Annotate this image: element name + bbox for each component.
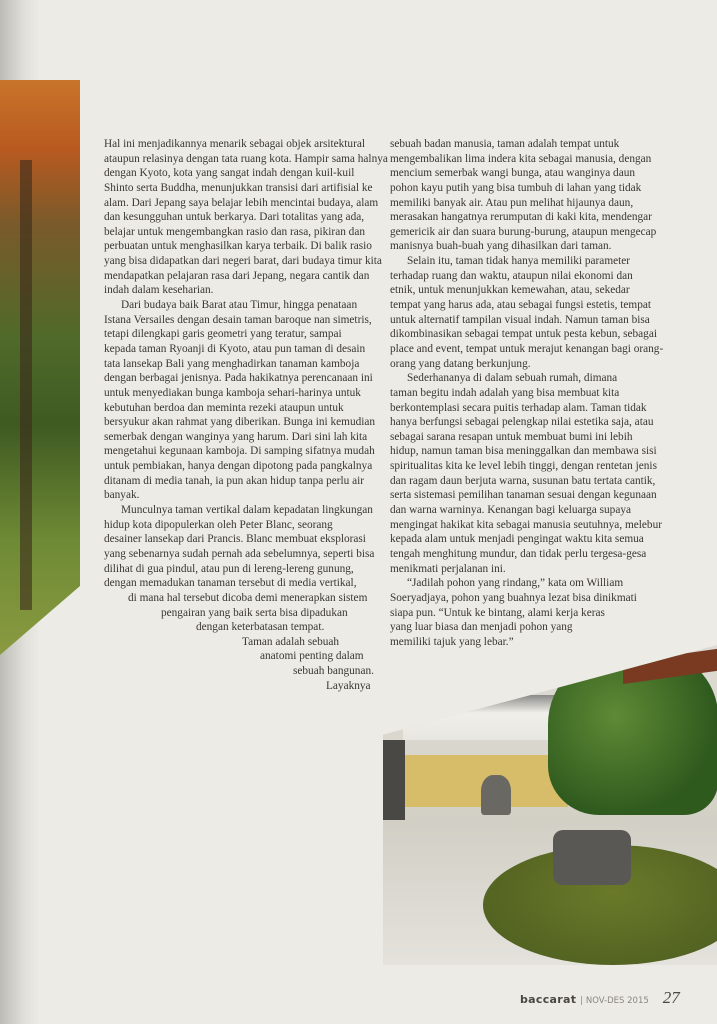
text-line: terhadap ruang dan waktu, ataupun nilai ekonomi dan [390, 269, 633, 282]
text-line: untuk alternatif tampilan visual indah. Namun taman bisa [390, 313, 650, 326]
text-line: ditanam di media tanah, ia pun akan hidup tanpa perlu air [104, 474, 365, 487]
text-line: anatomi penting dalam [260, 650, 364, 663]
text-line: merasakan hangatnya rerumputan di kaki kita, mendengar [390, 211, 652, 224]
text-line: siapa pun. “Untuk ke bintang, alami kerja keras [390, 606, 605, 619]
text-line: untuk pembiakan, hanya dengan dipotong pada pangkalnya [104, 460, 373, 473]
autumn-tree-photo [0, 80, 80, 655]
text-line: menikmati perjalanan ini. [390, 562, 506, 575]
text-line: hidup kota dipopulerkan oleh Peter Blanc, seorang [104, 518, 333, 531]
text-line: Shinto serta Buddha, menunjukkan transisi dari artifisial ke [104, 181, 373, 194]
text-line: tetapi dilengkapi garis geometri yang teratur, sampai [104, 328, 342, 341]
text-line: tempat yang harus ada, atau sebagai fungsi estetis, tempat [390, 299, 651, 312]
text-line: etnik, untuk menunjukkan kemewahan, atau, sekedar [390, 284, 630, 297]
magazine-brand: baccarat [520, 993, 577, 1006]
text-line: mengembalikan lima indera kita sebagai manusia, dengan [390, 152, 652, 165]
text-line: mencium semerbak wangi bunga, atau wanginya daun [390, 167, 636, 180]
text-line: Munculnya taman vertikal dalam kepadatan lingkungan [121, 504, 373, 517]
text-line: ataupun relasinya dengan tata ruang kota. Hampir sama halnya [104, 152, 388, 165]
rock [481, 775, 511, 815]
page-number: 27 [662, 988, 680, 1007]
page-footer [520, 988, 680, 1008]
text-line: manisnya buah-buah yang dihasilkan dari taman. [390, 240, 612, 253]
text-line: dengan keterbatasan tempat. [196, 621, 325, 634]
text-line: dan ragam daun berjuta warna, susunan batu tertata cantik, [390, 474, 656, 487]
text-line: Soeryadjaya, pohon yang buahnya lezat bisa dinikmati [390, 591, 637, 604]
text-line: Taman adalah sebuah [242, 635, 340, 648]
text-line: yang sebenarnya sudah pernah ada sebelumnya, seperti bisa [104, 547, 375, 560]
text-line: orang yang datang berkunjung. [390, 357, 531, 370]
text-line: hidup, namun taman bisa meninggalkan dan membawa sisi [390, 445, 657, 458]
text-line: dan warna warninya. Kenangan bagi keluarga supaya [390, 504, 632, 517]
text-line: mengetahui kegunaan kamboja. Di samping sifatnya mudah [104, 445, 375, 458]
text-line: dilihat di gua pindul, atau pun di lereng-lereng gunung, [104, 562, 354, 575]
text-line: desainer lansekap dari Prancis. Blanc membuat eksplorasi [104, 533, 366, 546]
text-line: dengan memadukan tanaman tersebut di media vertikal, [104, 577, 357, 590]
rock [553, 830, 631, 885]
text-line: dan kesungguhan untuk berkarya. Dari totalitas yang ada, [104, 211, 365, 224]
text-line: dengan Kyoto, kota yang sangat indah dengan kuil-kuil [104, 167, 355, 180]
issue-date: | NOV-DES 2015 [580, 996, 649, 1006]
text-line: tata lansekap Bali yang menghadirkan tanaman kamboja [104, 357, 360, 370]
text-line: memiliki banyak air. Atau pun melihat hijaunya daun, [390, 196, 634, 209]
text-line: yang bisa didapatkan dari negeri barat, dari budaya timur kita [104, 255, 382, 268]
text-line: semerbak dengan wanginya yang harum. Dari sini lah kita [104, 430, 368, 443]
text-line: place and event, tempat untuk merajut kenangan bagi orang- [390, 342, 664, 355]
text-line: Layaknya [326, 679, 371, 692]
text-line: gemericik air dan suara burung-burung, ataupun mengecap [390, 225, 657, 238]
text-line: perbuatan untuk menghasilkan karya terbaik. Di balik rasio [104, 240, 372, 253]
text-line: mengingat hakikat kita sebagai manusia seutuhnya, melebur [390, 518, 662, 531]
text-line: mendapatkan pelajaran rasa dari Jepang, negara cantik dan [104, 269, 370, 282]
text-line: belajar untuk mengembangkan rasio dan rasa, pikiran dan [104, 225, 365, 238]
text-line: serta sistemasi pemilihan tanaman sesuai dengan kegunaan [390, 489, 657, 502]
text-line: pohon kayu putih yang bisa tumbuh di lahan yang tidak [390, 181, 642, 194]
text-line: Dari budaya baik Barat atau Timur, hingga penataan [121, 299, 358, 312]
text-line: taman begitu indah adalah yang bisa membuat kita [390, 386, 620, 399]
text-line: dikombinasikan sebagai tempat untuk pesta kebun, sebagai [390, 328, 657, 341]
text-line: tengah menghitung mundur, dan tidak perlu tergesa-gesa [390, 547, 647, 560]
rock [383, 740, 405, 820]
text-line: “Jadilah pohon yang rindang,” kata om William [407, 577, 624, 590]
text-line: kepada alam untuk menjadi pengingat waktu kita semua [390, 533, 644, 546]
left-text-column [104, 137, 388, 693]
text-line: indah dalam keseharian. [104, 284, 214, 297]
text-line: sebuah badan manusia, taman adalah tempat untuk [390, 138, 620, 150]
text-line: dengan berbagai jenisnya. Pada hakikatnya perencanaan ini [104, 372, 373, 385]
text-line: alam. Dari Jepang saya belajar lebih mencintai budaya, alam [104, 196, 379, 209]
building-roof [403, 695, 563, 740]
text-line: banyak. [104, 489, 140, 502]
text-line: di mana hal tersebut dicoba demi menerapkan sistem [128, 591, 368, 604]
text-line: hanya berfungsi sebagai pelengkap nilai estetika saja, atau [390, 416, 654, 429]
zen-garden-photo [383, 645, 717, 965]
text-line: yang luar biasa dan menjadi pohon yang [390, 621, 573, 634]
right-text-column [390, 137, 663, 649]
text-line: kepada taman Ryoanji di Kyoto, atau pun taman di desain [104, 342, 366, 355]
text-line: Selain itu, taman tidak hanya memiliki parameter [407, 255, 631, 268]
text-line: berkontemplasi secara puitis terhadap alam. Taman tidak [390, 401, 647, 414]
text-line: pengairan yang baik serta bisa dipadukan [161, 606, 348, 619]
text-line: Hal ini menjadikannya menarik sebagai objek arsitektural [104, 138, 365, 150]
text-line: spiritualitas kita ke level lebih tinggi, dengan rentetan jenis [390, 460, 657, 473]
text-line: Istana Versailes dengan desain taman baroque nan simetris, [104, 313, 372, 326]
text-line: bersyukur akan rahmat yang diberikan. Bunga ini kemudian [104, 416, 376, 429]
text-line: memiliki tajuk yang lebar.” [390, 635, 514, 648]
text-line: untuk menyediakan bunga kamboja sehari-harinya untuk [104, 386, 361, 399]
text-line: Sederhananya di dalam sebuah rumah, dimana [407, 372, 618, 385]
text-line: kebutuhan berdoa dan meminta rezeki ataupun untuk [104, 401, 344, 414]
text-line: sebuah bangunan. [293, 665, 374, 678]
text-line: sebagai sarana resapan untuk membuat bumi ini lebih [390, 430, 633, 443]
